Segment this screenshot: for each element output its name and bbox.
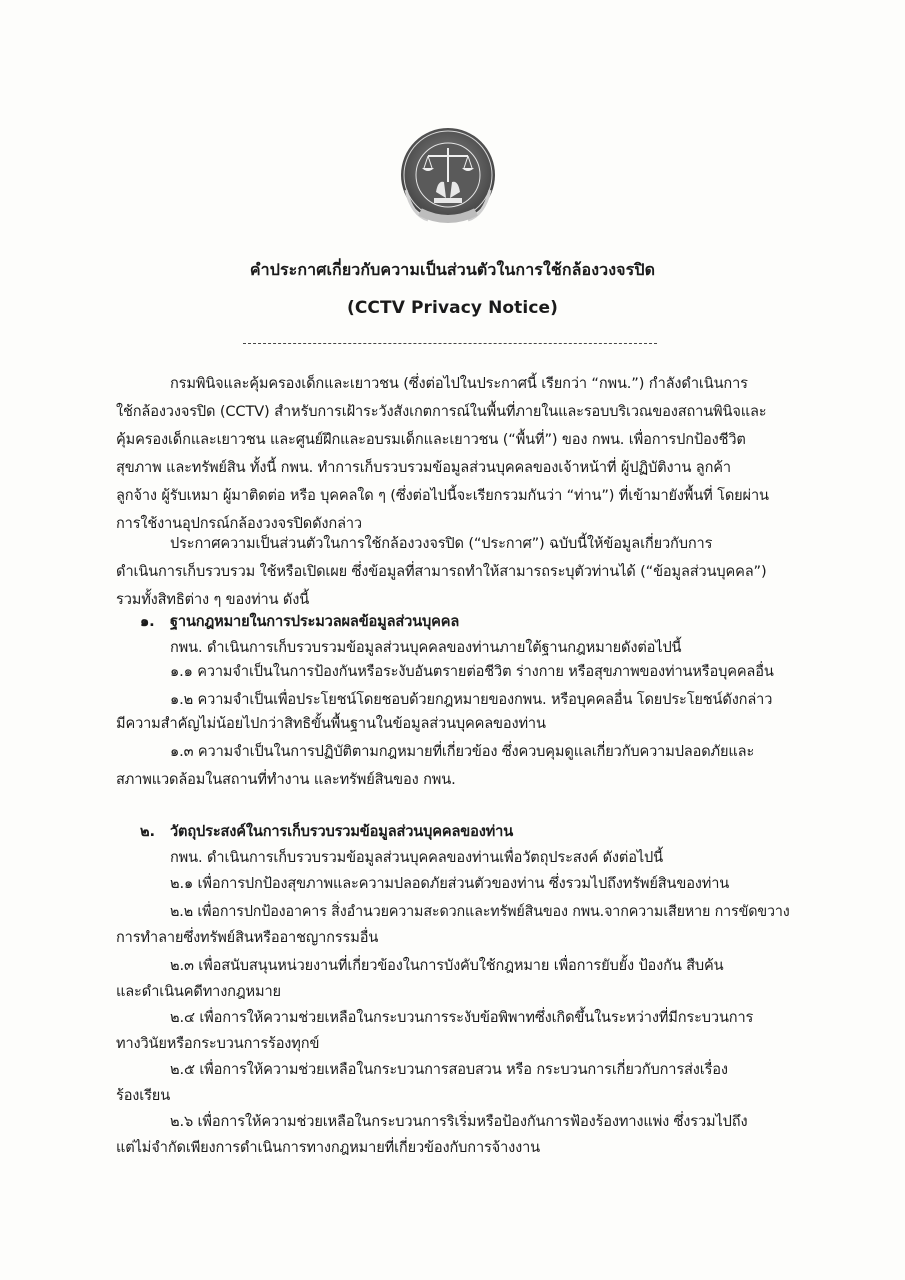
divider-dashed: [243, 343, 657, 344]
section-2-item-cont: ร้องเรียน: [116, 1087, 171, 1104]
section-2-item: ๒.๒ เพื่อการปกป้องอาคาร สิ่งอำนวยความสะดวกและทรัพย์สินของ กพน.จากความเสียหาย การขัดขวาง: [170, 903, 790, 920]
intro-line: สุขภาพ และทรัพย์สิน ทั้งนี้ กพน. ทำการเก็บรวบรวมข้อมูลส่วนบุคคลของเจ้าหน้าที่ ผู้ปฏิบัติงาน ลูกค้า: [116, 459, 731, 476]
intro-line: ลูกจ้าง ผู้รับเหมา ผู้มาติดต่อ หรือ บุคคลใด ๆ (ซึ่งต่อไปนี้จะเรียกรวมกันว่า “ท่าน”) ที่เข้ามายังพื้นที่ โดยผ่าน: [116, 487, 769, 504]
section-2-item-cont: และดำเนินคดีทางกฎหมาย: [116, 983, 281, 1000]
intro-line: กรมพินิจและคุ้มครองเด็กและเยาวชน (ซึ่งต่อไปในประกาศนี้ เรียกว่า “กพน.”) กำลังดำเนินการ: [170, 375, 748, 392]
section-2-number: ๒.: [140, 823, 155, 840]
notice-title: คำประกาศเกี่ยวกับความเป็นส่วนตัวในการใช้กล้องวงจรปิด: [249, 260, 656, 279]
section-1-lead: กพน. ดำเนินการเก็บรวบรวมข้อมูลส่วนบุคคลของท่านภายใต้ฐานกฎหมายดังต่อไปนี้: [170, 639, 682, 656]
section-2-lead: กพน. ดำเนินการเก็บรวบรวมข้อมูลส่วนบุคคลของท่านเพื่อวัตถุประสงค์ ดังต่อไปนี้: [170, 849, 663, 866]
notice-subtitle: (CCTV Privacy Notice): [346, 298, 559, 318]
section-1-title: ฐานกฎหมายในการประมวลผลข้อมูลส่วนบุคคล: [170, 613, 460, 630]
section-1-item-cont: มีความสำคัญไม่น้อยไปกว่าสิทธิขั้นพื้นฐานในข้อมูลส่วนบุคคลของท่าน: [116, 715, 546, 732]
section-2-item-cont: ทางวินัยหรือกระบวนการร้องทุกข์: [116, 1035, 320, 1052]
intro-line: ดำเนินการเก็บรวบรวม ใช้หรือเปิดเผย ซึ่งข้อมูลที่สามารถทำให้สามารถระบุตัวท่านได้ (“ข้อมูลส่วนบุคคล”): [116, 563, 767, 580]
section-2-item: ๒.๔ เพื่อการให้ความช่วยเหลือในกระบวนการระงับข้อพิพาทซึ่งเกิดขึ้นในระหว่างที่มีกระบวนการ: [170, 1009, 754, 1026]
section-2-item: ๒.๑ เพื่อการปกป้องสุขภาพและความปลอดภัยส่วนตัวของท่าน ซึ่งรวมไปถึงทรัพย์สินของท่าน: [170, 875, 730, 892]
section-1-number: ๑.: [140, 613, 155, 630]
dept-seal-logo: [398, 120, 498, 230]
section-1-heading: [140, 612, 459, 632]
section-2-item-cont: การทำลายซึ่งทรัพย์สินหรืออาชญากรรมอื่น: [116, 929, 379, 946]
intro-line: ใช้กล้องวงจรปิด (CCTV) สำหรับการเฝ้าระวังสังเกตการณ์ในพื้นที่ภายในและรอบบริเวณของสถานพินิจและ: [116, 403, 767, 420]
section-1-item: ๑.๑ ความจำเป็นในการป้องกันหรือระงับอันตรายต่อชีวิต ร่างกาย หรือสุขภาพของท่านหรือบุคคลอื่น: [170, 663, 774, 680]
section-2-title: วัตถุประสงค์ในการเก็บรวบรวมข้อมูลส่วนบุคคลของท่าน: [170, 823, 514, 840]
section-2-item: ๒.๕ เพื่อการให้ความช่วยเหลือในกระบวนการสอบสวน หรือ กระบวนการเกี่ยวกับการส่งเรื่อง: [170, 1061, 728, 1078]
section-1-item: ๑.๒ ความจำเป็นเพื่อประโยชน์โดยชอบด้วยกฎหมายของกพน. หรือบุคคลอื่น โดยประโยชน์ดังกล่าว: [170, 691, 773, 708]
intro-line: คุ้มครองเด็กและเยาวชน และศูนย์ฝึกและอบรมเด็กและเยาวชน (“พื้นที่”) ของ กพน. เพื่อการปกป้องชีวิต: [116, 431, 746, 448]
intro-line: การใช้งานอุปกรณ์กล้องวงจรปิดดังกล่าว: [116, 515, 362, 532]
section-2-item-cont: แต่ไม่จำกัดเพียงการดำเนินการทางกฎหมายที่เกี่ยวข้องกับการจ้างงาน: [116, 1139, 540, 1156]
intro-line: รวมทั้งสิทธิต่าง ๆ ของท่าน ดังนี้: [116, 591, 310, 608]
section-2-heading: [140, 822, 513, 842]
section-1-item: ๑.๓ ความจำเป็นในการปฏิบัติตามกฎหมายที่เกี่ยวข้อง ซึ่งควบคุมดูแลเกี่ยวกับความปลอดภัยและ: [170, 743, 755, 760]
intro-line: ประกาศความเป็นส่วนตัวในการใช้กล้องวงจรปิด (“ประกาศ”) ฉบับนี้ให้ข้อมูลเกี่ยวกับการ: [170, 535, 713, 552]
section-2-item: ๒.๓ เพื่อสนับสนุนหน่วยงานที่เกี่ยวข้องในการบังคับใช้กฎหมาย เพื่อการยับยั้ง ป้องกัน สืบค้น: [170, 957, 724, 974]
section-2-item: ๒.๖ เพื่อการให้ความช่วยเหลือในกระบวนการริเริ่มหรือป้องกันการฟ้องร้องทางแพ่ง ซึ่งรวมไปถึง: [170, 1113, 748, 1130]
section-1-item-cont: สภาพแวดล้อมในสถานที่ทำงาน และทรัพย์สินของ กพน.: [116, 771, 456, 788]
